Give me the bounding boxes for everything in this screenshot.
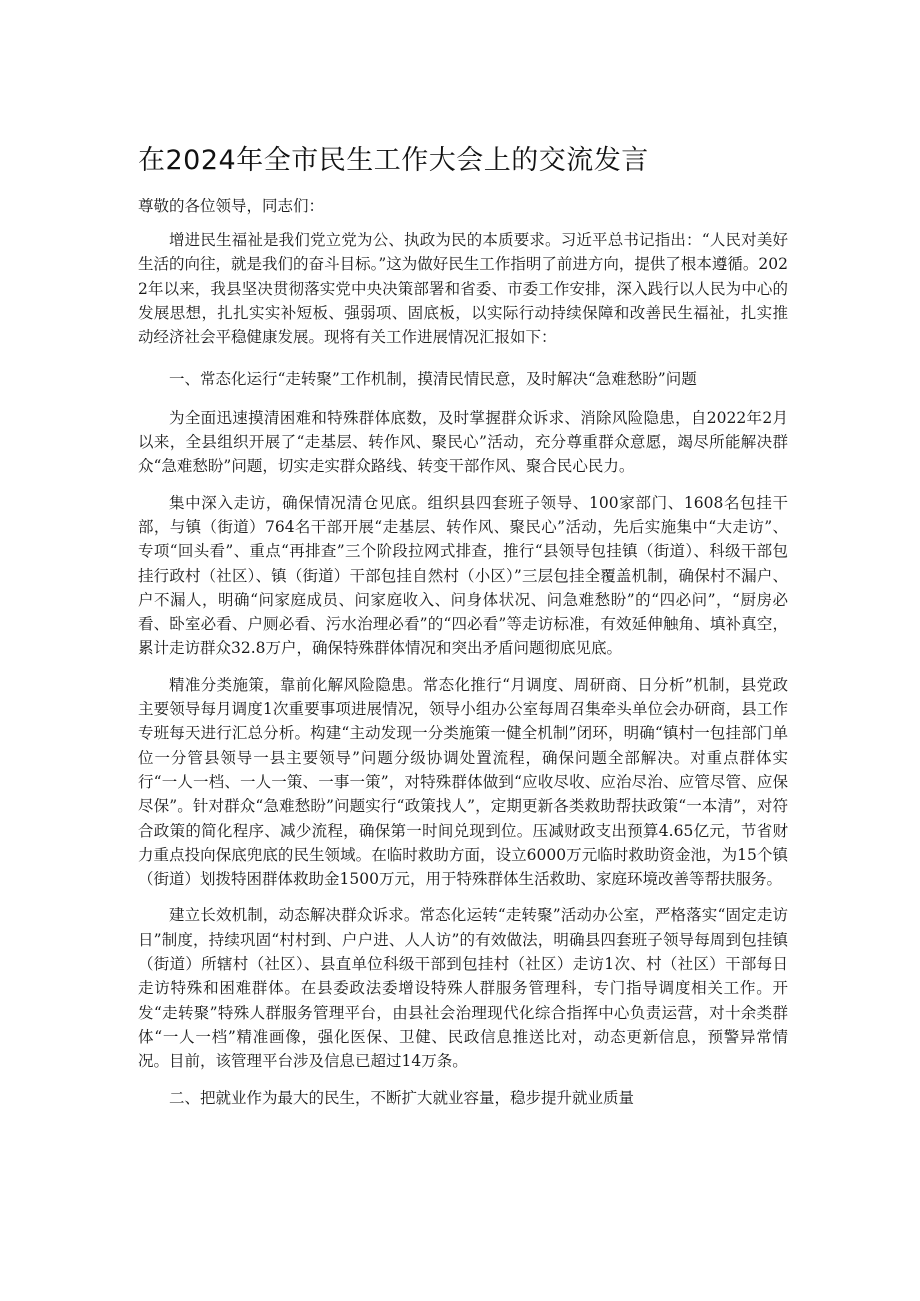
body-paragraph: 精准分类施策，靠前化解风险隐患。常态化推行“月调度、周研商、日分析”机制，县党政主要领导每月调度1次重要事项进展情况，领导小组办公室每周召集牵头单位会办研商，县工作专班每天进行汇总分析。构建“主动发现一分类施策一健全机制”闭环，明确“镇村一包挂部门单位一分管县领导一县主要领导”问题分级协调处置流程，确保问题全部解决。对重点群体实行“一人一档、一人一策、一事一策”，对特殊群体做到“应收尽收、应治尽治、应管尽管、应保尽保”。针对群众“急难愁盼”问题实行“政策找人”，定期更新各类救助帮扶政策“一本清”，对符合政策的简化程序、减少流程，确保第一时间兑现到位。压减财政支出预算4.65亿元，节省财力重点投向保底兜底的民生领域。在临时救助方面，设立6000万元临时救助资金池，为15个镇（街道）划拨特困群体救助金1500万元，用于特殊群体生活救助、家庭环境改善等帮扶服务。 <box>138 675 788 889</box>
document-title: 在2024年全市民生工作大会上的交流发言 <box>138 145 649 176</box>
salutation: 尊敬的各位领导，同志们： <box>138 197 325 215</box>
body-paragraph: 建立长效机制，动态解决群众诉求。常态化运转“走转聚”活动办公室，严格落实“固定走访日”制度，持续巩固“村村到、户户进、人人访”的有效做法，明确县四套班子领导每周到包挂镇（街道）所辖村（社区）、县直单位科级干部到包挂村（社区）走访1次、村（社区）干部每日走访特殊和困难群体。在县委政法委增设特殊人群服务管理科，专门指导调度相关工作。开发“走转聚”特殊人群服务管理平台，由县社会治理现代化综合指挥中心负责运营，对十余类群体“一人一档”精准画像，强化医保、卫健、民政信息推送比对，动态更新信息，预警异常情况。目前，该管理平台涉及信息已超过14万条。 <box>138 906 788 1071</box>
body-paragraph: 集中深入走访，确保情况清仓见底。组织县四套班子领导、100家部门、1608名包挂干部，与镇（街道）764名干部开展“走基层、转作风、聚民心”活动，先后实施集中“大走访”、专项“回头看”、重点“再排查”三个阶段拉网式排查，推行“县领导包挂镇（街道）、科级干部包挂行政村（社区）、镇（街道）干部包挂自然村（小区）”三层包挂全覆盖机制，确保村不漏户、户不漏人，明确“问家庭成员、问家庭收入、问身体状况、问急难愁盼”的“四必问”，“厨房必看、卧室必看、户厕必看、污水治理必看”的“四必看”等走访标准，有效延伸触角、填补真空，累计走访群众32.8万户，确保特殊群体情况和突出矛盾问题彻底见底。 <box>138 493 788 658</box>
intro-paragraph: 增进民生福祉是我们党立党为公、执政为民的本质要求。习近平总书记指出：“人民对美好生活的向往，就是我们的奋斗目标。”这为做好民生工作指明了前进方向，提供了根本遵循。2022年以来，我县坚决贯彻落实党中央决策部署和省委、市委工作安排，深入践行以人民为中心的发展思想，扎扎实实补短板、强弱项、固底板，以实际行动持续保障和改善民生福祉，扎实推动经济社会平稳健康发展。现将有关工作进展情况汇报如下： <box>138 231 788 347</box>
body-paragraph: 为全面迅速摸清困难和特殊群体底数，及时掌握群众诉求、消除风险隐患，自2022年2月以来，全县组织开展了“走基层、转作风、聚民心”活动，充分尊重群众意愿，竭尽所能解决群众“急难愁盼”问题，切实走实群众路线、转变干部作风、聚合民心民力。 <box>138 408 788 476</box>
section-heading-1: 一、常态化运行“走转聚”工作机制，摸清民情民意，及时解决“急难愁盼”问题 <box>169 370 697 389</box>
section-heading-2: 二、把就业作为最大的民生，不断扩大就业容量，稳步提升就业质量 <box>169 1088 635 1107</box>
document-body <box>138 228 788 1124</box>
